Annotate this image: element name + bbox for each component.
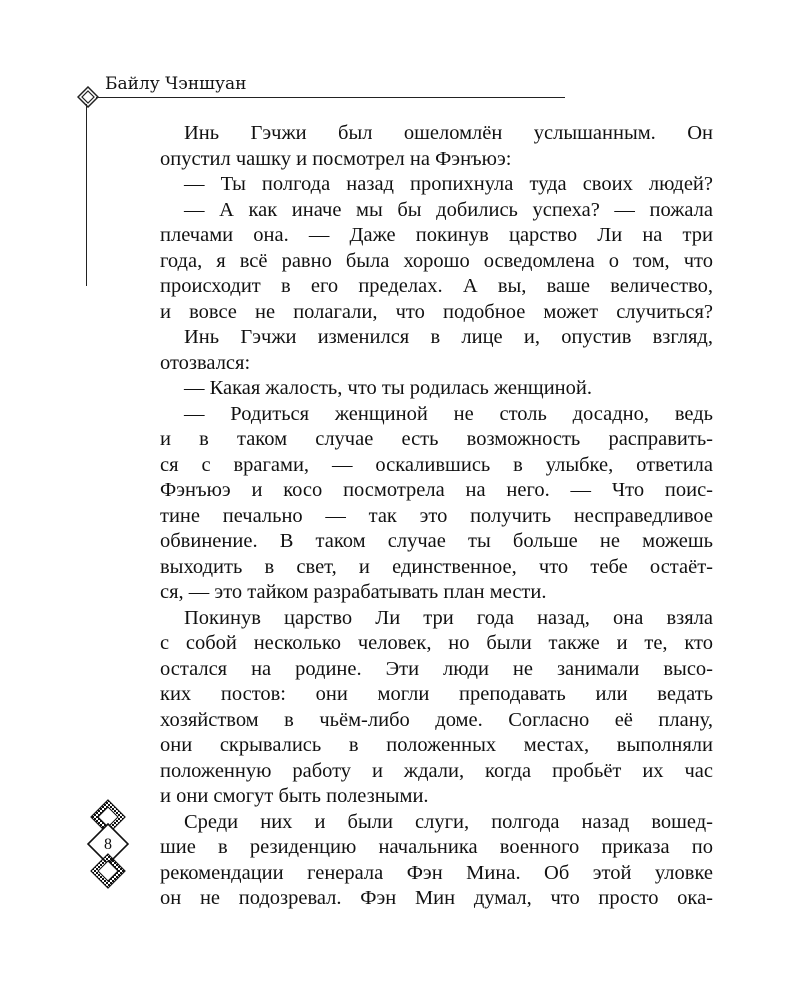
text-line: плечами она. — Даже покинув царство Ли на три	[160, 224, 713, 246]
side-rule	[86, 104, 87, 286]
text-line: положенную работу и ждали, когда пробьёт их час	[160, 759, 713, 782]
text-line: ся с врагами, — оскалившись в улыбке, ответила	[160, 453, 713, 476]
text-line: Покинув царство Ли три года назад, она взяла	[184, 606, 713, 629]
text-line: — А как иначе мы бы добились успеха? — пожала	[184, 198, 713, 221]
body-text	[160, 121, 713, 912]
text-line: выходить в свет, и единственное, что тебе остаёт-	[160, 555, 713, 578]
running-title: Байлу Чэншуан	[105, 74, 247, 94]
text-line: Инь Гэчжи был ошеломлён услышанным. Он	[184, 122, 713, 144]
text-line: ких постов: они могли преподавать или ведать	[160, 683, 713, 705]
text-line: тине печально — так это получить несправедливое	[160, 504, 713, 527]
text-line: он не подозревал. Фэн Мин думал, что просто ока-	[160, 887, 713, 909]
text-line: с собой несколько человек, но были также и те, кто	[160, 632, 713, 654]
text-line: и в таком случае есть возможность расправить-	[160, 428, 713, 450]
text-line: отозвался:	[160, 351, 251, 374]
text-line: и они смогут быть полезными.	[160, 785, 429, 807]
text-line: — Родиться женщиной не столь досадно, ведь	[184, 402, 713, 425]
header-diamond-icon	[77, 86, 99, 108]
text-line: — Какая жалость, что ты родилась женщиной.	[184, 377, 592, 399]
header-rule	[96, 97, 565, 98]
text-line: Инь Гэчжи изменился в лице и, опустив взгляд,	[184, 326, 713, 348]
page-number: 8	[104, 836, 112, 853]
text-line: рекомендации генерала Фэн Мина. Об этой уловке	[160, 861, 713, 884]
text-line: опустил чашку и посмотрел на Фэнъюэ:	[160, 147, 512, 170]
text-line: года, я всё равно была хорошо осведомлена о том, что	[160, 249, 713, 272]
text-line: и вовсе не полагали, что подобное может случиться?	[160, 300, 713, 323]
text-line: они скрывались в положенных местах, выполняли	[160, 734, 713, 756]
text-line: остался на родине. Эти люди не занимали высо-	[160, 657, 713, 680]
text-line: шие в резиденцию начальника военного приказа по	[160, 836, 713, 858]
text-line: происходит в его пределах. А вы, ваше величество,	[160, 275, 713, 297]
text-line: Фэнъюэ и косо посмотрела на него. — Что поис-	[160, 479, 713, 501]
text-line: — Ты полгода назад пропихнула туда своих людей?	[184, 173, 713, 195]
text-line: хозяйством в чьём-либо доме. Согласно её плану,	[160, 708, 713, 731]
text-line: обвинение. В таком случае ты больше не можешь	[160, 530, 713, 552]
text-line: ся, — это тайком разрабатывать план мести.	[160, 581, 547, 603]
text-line: Среди них и были слуги, полгода назад вошед-	[184, 810, 713, 833]
